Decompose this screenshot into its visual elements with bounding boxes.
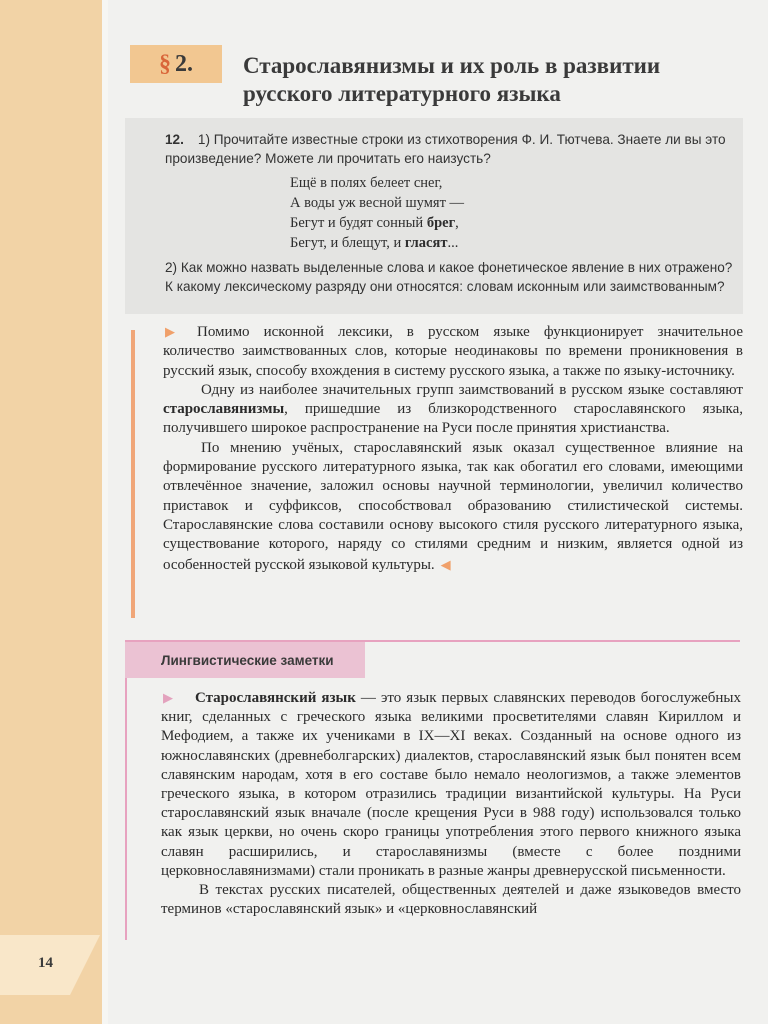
highlighted-word: гласят xyxy=(404,235,448,251)
poem-line xyxy=(290,213,464,233)
term-old-slavonic-language: Старославянский язык xyxy=(195,690,356,706)
theory-paragraph xyxy=(163,439,743,575)
exercise-task-2: 2) Как можно назвать выделенные слова и какое фонетическое явление в них отражено? К какому лексическому разряду они относятся: словам исконным или заимствованным? xyxy=(165,260,733,294)
left-margin-band xyxy=(0,0,102,1024)
theory-accent-bar xyxy=(131,330,135,618)
exercise-task-1 xyxy=(165,130,740,168)
poem-text: , xyxy=(455,215,459,231)
poem-line: А воды уж весной шумят — xyxy=(290,195,465,211)
section-title-line-2: русского литературного языка xyxy=(243,81,561,106)
highlighted-word: брег xyxy=(426,215,456,231)
play-marker-icon: ▶ xyxy=(165,324,175,339)
section-title-line-1: Старославянизмы и их роль в развитии xyxy=(243,53,661,78)
linguistic-notes xyxy=(161,688,741,919)
term-old-slavonicisms: старославянизмы xyxy=(163,401,285,418)
exercise-box xyxy=(125,118,743,314)
left-margin-edge xyxy=(102,0,108,1024)
poem-line: Ещё в полях белеет снег, xyxy=(290,175,443,191)
exercise-number: 12. xyxy=(165,132,184,147)
theory-paragraph-text: Одну из наиболее значительных групп заимствований в русском языке составляют xyxy=(201,381,743,398)
play-marker-icon: ▶ xyxy=(163,690,173,705)
theory-paragraph-text: Помимо исконной лексики, в русском языке функционирует значительное количество заимствованных слов, которые неодинаковы по времени проникновения в русский язык, способу вхождения в систему русского языка, а также по языку-источнику. xyxy=(163,324,743,379)
section-badge xyxy=(130,45,222,83)
section-number: 2. xyxy=(175,50,193,77)
page-number: 14 xyxy=(38,955,53,971)
poem-text: Бегут и будят сонный xyxy=(290,215,427,231)
poem-text: Бегут, и блещут, и xyxy=(290,235,405,251)
theory-paragraph xyxy=(163,322,743,381)
poem xyxy=(290,173,464,253)
notes-paragraph: В текстах русских писателей, общественных деятелей и даже языковедов вместо терминов «старославянский язык» и «церковнославянский xyxy=(161,882,741,918)
section-symbol: § xyxy=(159,50,171,77)
exercise-task-1-text: 1) Прочитайте известные строки из стихотворения Ф. И. Тютчева. Знаете ли вы это произведение? Можете ли прочитать его наизусть? xyxy=(165,132,726,166)
notes-accent-bar xyxy=(125,678,127,940)
end-marker-icon: ◀ xyxy=(440,556,451,572)
poem-line xyxy=(290,233,464,253)
notes-paragraph-text: — это язык первых славянских переводов богослужебных книг, сделанных с греческого языка великими просветителями славян Кириллом и Мефодием, а также их учениками в IX—XI веках. Созданный на основе одного из южнославянских (древнеболгарских) диалектов, старославянский язык был понятен всем славянским народам, хотя в его составе было немало неологизмов, а также элементов греческого языка, в котором отразились традиции византийской культуры. На Руси старославянский язык вначале (после крещения Руси в 988 году) использовался только как язык церкви, но очень скоро границы употребления этого первого книжного языка славян расширились, и старославянизмы (вместе с более поздними церковнославянизмами) стали проникать в разные жанры древнерусской письменности. xyxy=(161,690,741,879)
poem-text: ... xyxy=(447,235,459,251)
theory-text xyxy=(163,322,743,575)
section-title xyxy=(243,52,743,108)
notes-header: Лингвистические заметки xyxy=(125,642,365,678)
theory-paragraph-text: По мнению учёных, старославянский язык оказал существенное влияние на формирование русского литературного языка, так как обогатил его словами, имеющими отвлечённое значение, заложил основы научной терминологии, увеличил количество приставок и суффиксов, способствовал образованию стилистической системы. Старославянские слова составили основу высокого стиля русского литературного языка, существование которого, наряду со стилями средним и низким, является одной из особенностей русской языковой культуры. xyxy=(163,439,743,573)
theory-paragraph-text: , пришедшие из близкородственного старославянского языка, получившего широкое распространение на Руси после принятия христианства. xyxy=(163,401,743,437)
notes-paragraph xyxy=(161,688,741,881)
theory-paragraph xyxy=(163,381,743,439)
